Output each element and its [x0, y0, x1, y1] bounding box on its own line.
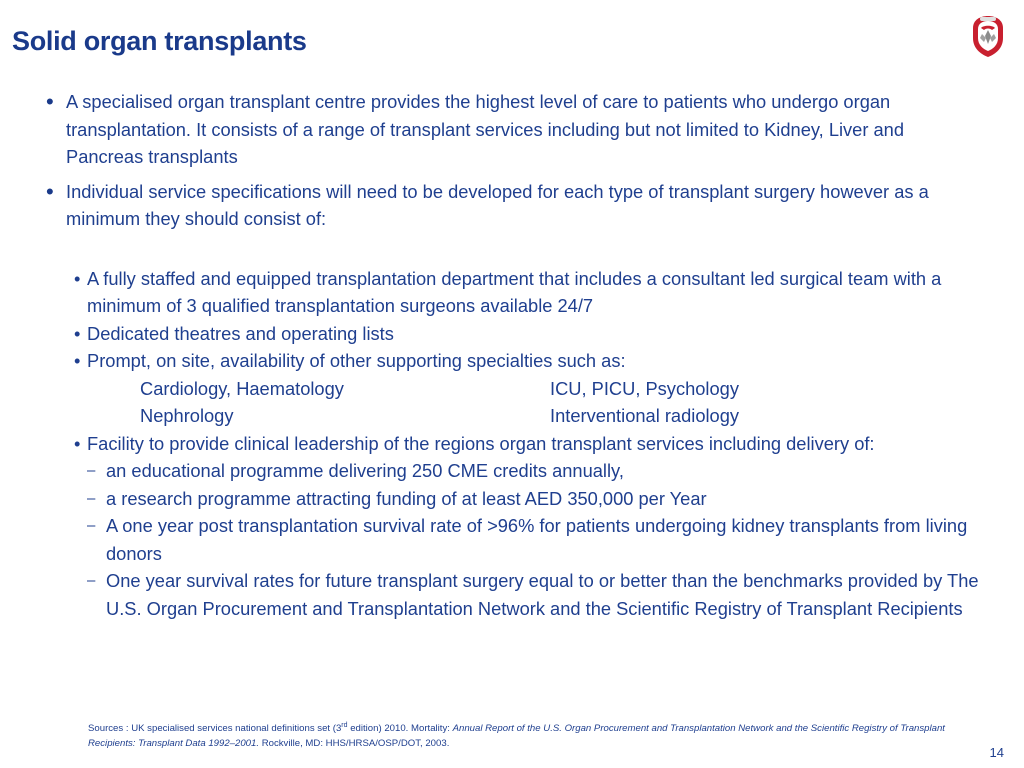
sources-report-title: Annual Report of the U.S. Organ Procurement and Transplantation Network and the Scientific Registry of Transplant Recipients: Transplant Data 1992–2001.	[88, 723, 945, 749]
en-dash-bullet: –	[87, 462, 96, 479]
sub-item-text: One year survival rates for future transplant surgery equal to or better than the benchmarks provided by The U.S. Organ Procurement and Transplantation Network and the Scientific Registry of Transplant Recipients	[106, 570, 979, 619]
sub-item	[74, 457, 986, 485]
sources-superscript: rd	[341, 721, 348, 729]
sub-item	[74, 512, 986, 567]
sub-item	[74, 567, 986, 622]
round-bullet: •	[46, 178, 54, 204]
specialty-cell: Interventional radiology	[550, 405, 740, 426]
sub-item-text: an educational programme delivering 250 CME credits annually,	[106, 460, 624, 481]
slide-title: Solid organ transplants	[12, 26, 307, 56]
bullet-text: A specialised organ transplant centre provides the highest level of care to patients who undergo organ transplantation. It consists of a range of transplant services including but not limited to Kidney, Liver and Pancreas transplants	[66, 91, 905, 167]
requirement-text: Prompt, on site, availability of other supporting specialties such as:	[87, 350, 626, 371]
requirement-item	[74, 430, 986, 458]
requirement-text: Dedicated theatres and operating lists	[87, 322, 394, 344]
en-dash-bullet: –	[87, 517, 96, 534]
slide-body	[46, 88, 986, 622]
sources-footnote	[88, 722, 988, 751]
round-bullet: •	[46, 89, 54, 114]
specialty-row	[74, 402, 986, 430]
specialty-cell: Nephrology	[140, 405, 234, 426]
sources-mid: edition) 2010. Mortality:	[347, 723, 453, 734]
en-dash-bullet: –	[87, 572, 96, 589]
emblem-logo-icon	[970, 14, 1006, 58]
en-dash-bullet: –	[87, 489, 96, 507]
requirement-item	[74, 347, 986, 375]
specialty-cell: ICU, PICU, Psychology	[550, 377, 739, 399]
bullet-text: Individual service specifications will need to be developed for each type of transplant surgery however as a minimum they should consist of:	[66, 180, 929, 229]
small-bullet: •	[74, 267, 81, 289]
sources-prefix: Sources : UK specialised services national definitions set (3	[88, 723, 342, 734]
page-number: 14	[989, 745, 1004, 760]
bullet-item	[46, 178, 986, 233]
small-bullet: •	[74, 350, 81, 371]
requirement-item	[74, 265, 986, 320]
requirement-text: Facility to provide clinical leadership of the regions organ transplant services including delivery of:	[87, 432, 875, 454]
bullet-item	[46, 88, 986, 171]
sources-suffix: Rockville, MD: HHS/HRSA/OSP/DOT, 2003.	[259, 737, 450, 749]
requirement-text: A fully staffed and equipped transplantation department that includes a consultant led surgical team with a minimum of 3 qualified transplantation surgeons available 24/7	[87, 267, 942, 316]
small-bullet: •	[74, 432, 81, 454]
small-bullet: •	[74, 322, 81, 344]
sub-item-text: A one year post transplantation survival rate of >96% for patients undergoing kidney transplants from living donors	[106, 515, 968, 564]
sub-item-text: a research programme attracting funding of at least AED 350,000 per Year	[106, 487, 707, 509]
specialty-cell: Cardiology, Haematology	[140, 377, 344, 399]
requirement-item	[74, 320, 986, 348]
specialty-row	[74, 375, 986, 403]
sub-item	[74, 485, 986, 513]
requirements-list	[46, 265, 986, 623]
